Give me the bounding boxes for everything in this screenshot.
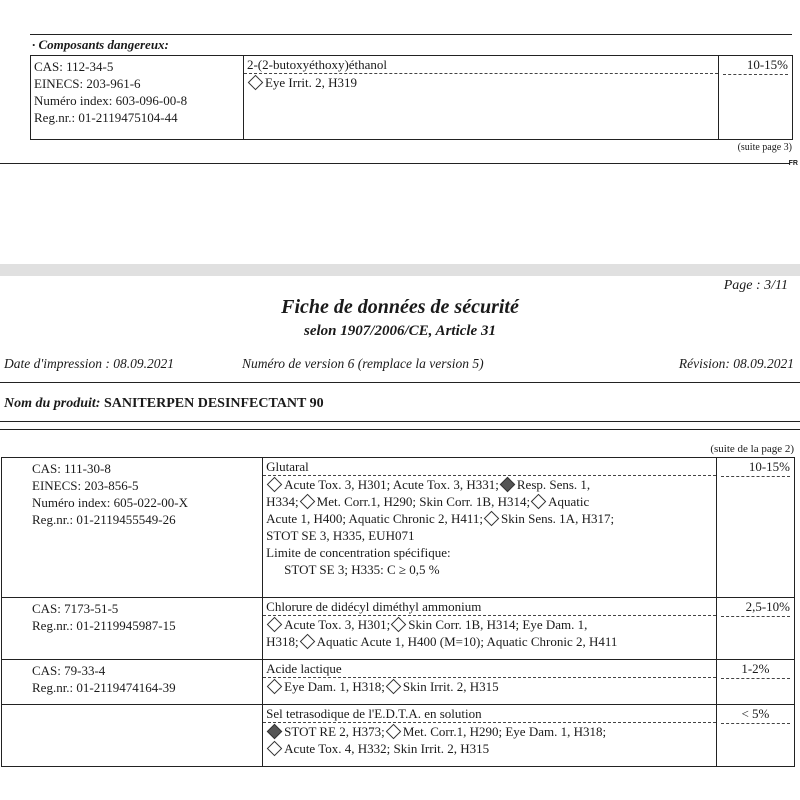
concentration-cell <box>716 458 794 598</box>
substance-cell <box>263 660 717 705</box>
identifier-cell <box>2 458 263 598</box>
hazard-classification: STOT RE 2, H373; Met. Corr.1, H290; Eye Dam. 1, H318; Acute Tox. 4, H332; Skin Irrit. 2, H315 <box>263 723 716 757</box>
ghs-health-hazard-icon <box>500 477 516 493</box>
page-bottom-rule <box>0 163 790 164</box>
table-row <box>2 705 795 767</box>
ghs-corrosion-icon <box>267 679 283 695</box>
ghs-exclamation-icon <box>484 511 500 527</box>
ghs-exclamation-icon <box>386 679 402 695</box>
hazard-classification: Eye Dam. 1, H318; Skin Irrit. 2, H315 <box>263 678 716 695</box>
hazardous-components-heading <box>30 34 792 56</box>
print-date: Date d'impression : 08.09.2021 <box>4 356 175 371</box>
reg-number: Reg.nr.: 01-2119474164-39 <box>32 680 176 695</box>
product-name: SANITERPEN DESINFECTANT 90 <box>103 396 324 411</box>
substance-cell <box>263 705 717 767</box>
header-rule <box>0 382 800 383</box>
concentration-value: < 5% <box>721 706 790 724</box>
ghs-environment-icon <box>531 494 547 510</box>
ghs-environment-icon <box>299 634 315 650</box>
ghs-skull-icon <box>267 617 283 633</box>
substance-cell <box>263 598 717 660</box>
table-row <box>2 598 795 660</box>
concentration-limit-label: Limite de concentration spécifique: <box>266 545 451 560</box>
cas-number: CAS: 7173-51-5 <box>32 601 119 616</box>
concentration-cell <box>716 705 794 767</box>
hazard-table-page-3 <box>1 457 795 767</box>
index-number: Numéro index: 605-022-00-X <box>32 495 188 510</box>
index-number: Numéro index: 603-096-00-8 <box>34 93 188 108</box>
concentration-value: 1-2% <box>721 661 790 679</box>
table-row <box>2 458 795 598</box>
ghs-corrosion-icon <box>299 494 315 510</box>
ghs-skull-icon <box>267 477 283 493</box>
substance-name: Chlorure de didécyl diméthyl ammonium <box>263 598 716 616</box>
product-rule-bottom <box>0 429 800 430</box>
substance-name: Sel tetrasodique de l'E.D.T.A. en solution <box>263 705 716 723</box>
substance-cell <box>263 458 717 598</box>
ghs-corrosion-icon <box>391 617 407 633</box>
language-tag: FR <box>788 160 798 167</box>
cas-number: CAS: 111-30-8 <box>32 461 111 476</box>
identifier-cell <box>2 660 263 705</box>
ghs-corrosion-icon <box>386 724 402 740</box>
continued-note: (suite page 3) <box>737 142 792 153</box>
product-rule-top <box>0 421 800 422</box>
concentration-cell <box>716 660 794 705</box>
hazard-table-page-2 <box>30 55 793 140</box>
identifier-cell <box>2 705 263 767</box>
cas-number: CAS: 79-33-4 <box>32 663 106 678</box>
reg-number: Reg.nr.: 01-2119455549-26 <box>32 512 176 527</box>
hazard-line: STOT SE 3, H335, EUH071 <box>266 528 415 543</box>
einecs-number: EINECS: 203-961-6 <box>34 76 141 91</box>
page-number: Page : 3/11 <box>723 278 788 293</box>
concentration-value: 10-15% <box>723 57 788 75</box>
substance-cell <box>243 56 718 140</box>
hazard-classification: Acute Tox. 3, H301; Acute Tox. 3, H331; Resp. Sens. 1, H334; Met. Corr.1, H290; Skin Corr. 1B, H314; Aquatic Acute 1, H400; Aquatic Chronic 2, H411; Skin Sens. 1A, H317; STOT SE 3, H335, EUH071 Limite de concentration spécifique: STOT SE 3; H335: C ≥ 0,5 % <box>263 476 716 578</box>
concentration-cell <box>719 56 793 140</box>
ghs-exclamation-icon <box>267 741 283 757</box>
page-separator <box>0 264 800 276</box>
ghs-health-hazard-icon <box>267 724 283 740</box>
document-title: Fiche de données de sécurité <box>281 296 519 318</box>
hazard-classification: Eye Irrit. 2, H319 <box>244 74 718 91</box>
einecs-number: EINECS: 203-856-5 <box>32 478 139 493</box>
hazard-classification: Acute Tox. 3, H301; Skin Corr. 1B, H314; Eye Dam. 1, H318; Aquatic Acute 1, H400 (M=10); Aquatic Chronic 2, H411 <box>266 617 618 649</box>
table-row <box>31 56 793 140</box>
substance-name: Glutaral <box>263 458 716 476</box>
identifier-cell <box>31 56 244 140</box>
cas-number: CAS: 112-34-5 <box>34 59 114 74</box>
version-info: Numéro de version 6 (remplace la version 5) <box>242 356 484 371</box>
concentration-limit-value: STOT SE 3; H335: C ≥ 0,5 % <box>284 562 440 577</box>
product-label: Nom du produit: <box>4 396 101 411</box>
substance-name: 2-(2-butoxyéthoxy)éthanol <box>244 56 718 74</box>
concentration-value: 10-15% <box>721 459 790 477</box>
substance-name: Acide lactique <box>263 660 716 678</box>
document-subtitle: selon 1907/2006/CE, Article 31 <box>304 323 496 339</box>
page-2-tail <box>0 0 800 178</box>
product-name-row <box>4 396 324 412</box>
concentration-value: 2,5-10% <box>721 599 790 617</box>
identifier-cell <box>2 598 263 660</box>
concentration-cell <box>716 598 794 660</box>
reg-number: Reg.nr.: 01-2119945987-15 <box>32 618 176 633</box>
section-heading: · Composants dangereux: <box>32 37 169 52</box>
revision-date: Révision: 08.09.2021 <box>678 356 794 371</box>
reg-number: Reg.nr.: 01-2119475104-44 <box>34 110 178 125</box>
table-row <box>2 660 795 705</box>
continued-from-note: (suite de la page 2) <box>710 443 794 455</box>
ghs-exclamation-icon <box>248 75 264 91</box>
